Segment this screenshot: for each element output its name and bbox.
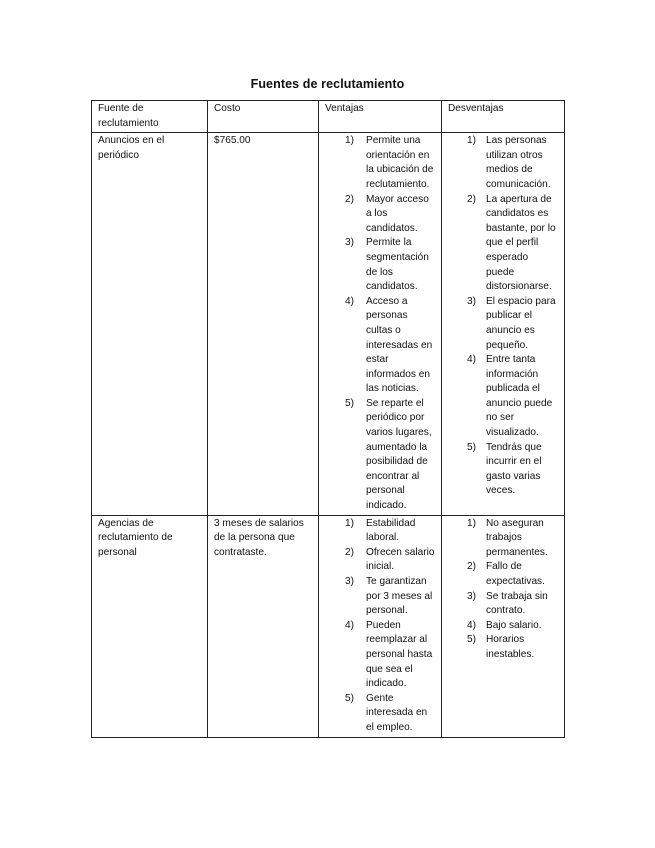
header-cost: Costo: [208, 101, 319, 133]
document-title: Fuentes de reclutamiento: [250, 77, 405, 91]
list-item-text: Las personas utilizan otros medios de comunicación.: [486, 135, 551, 190]
list-item-text: Gente interesada en el empleo.: [366, 692, 428, 733]
list-item-text: Permite la segmentación de los candidatos.: [366, 237, 429, 293]
list-item: [448, 193, 558, 295]
disadvantages-list: [448, 517, 558, 663]
list-item: [448, 633, 558, 662]
list-item: [325, 236, 435, 294]
disadvantages-cell: [442, 515, 565, 737]
table-row: [92, 515, 565, 737]
list-marker: 2): [467, 193, 476, 205]
list-marker: 4): [345, 619, 354, 631]
list-marker: 2): [345, 193, 354, 205]
list-item: [448, 441, 558, 499]
list-item-text: Te garantizan por 3 meses al personal.: [366, 576, 433, 617]
list-item: [325, 619, 435, 692]
advantages-list: [325, 517, 435, 736]
list-item-text: Acceso a personas cultas o interesadas en estar informados en las noticias.: [366, 295, 433, 395]
header-source: Fuente de reclutamiento: [92, 101, 208, 133]
list-item: [448, 560, 558, 589]
list-marker: 5): [345, 692, 354, 704]
list-item-text: Entre tanta información publicada el anuncio puede no ser visualizado.: [486, 354, 553, 439]
cost-cell: $765.00: [208, 133, 319, 515]
list-marker: 1): [467, 135, 476, 147]
list-item: [325, 575, 435, 619]
list-item: [325, 295, 435, 397]
list-item-text: Estabilidad laboral.: [366, 517, 416, 544]
list-marker: 1): [345, 135, 354, 147]
list-item-text: La apertura de candidatos es bastante, por lo que el perfil esperado puede distorsionarse.: [486, 193, 556, 293]
list-marker: 3): [345, 576, 354, 587]
advantages-cell: [319, 515, 442, 737]
list-marker: 2): [345, 546, 354, 558]
list-item-text: Ofrecen salario inicial.: [366, 546, 435, 573]
recruitment-sources-table: [91, 100, 565, 738]
list-item: [448, 619, 558, 634]
list-item-text: Mayor acceso a los candidatos.: [366, 193, 429, 234]
list-item: [448, 517, 558, 561]
list-marker: 3): [467, 590, 476, 602]
disadvantages-list: [448, 134, 558, 499]
list-item-text: El espacio para publicar el anuncio es pequeño.: [486, 295, 556, 351]
list-item-text: Pueden reemplazar al personal hasta que sea el indicado.: [366, 619, 433, 690]
list-item: [325, 397, 435, 514]
header-advantages: Ventajas: [319, 101, 442, 133]
source-cell: Agencias de reclutamiento de personal: [92, 515, 208, 737]
list-marker: 3): [467, 295, 476, 307]
list-item-text: Se reparte el periódico por varios lugares, aumentado la posibilidad de encontrar al personal indicado.: [366, 397, 432, 512]
list-marker: 3): [345, 237, 354, 249]
list-marker: 4): [467, 619, 476, 631]
list-marker: 5): [345, 397, 354, 409]
header-disadvantages: Desventajas: [442, 101, 565, 133]
list-item-text: Fallo de expectativas.: [486, 561, 545, 587]
list-marker: 5): [467, 441, 476, 453]
list-item-text: Permite una orientación en la ubicación de reclutamiento.: [366, 135, 434, 190]
list-marker: 1): [467, 517, 476, 529]
list-item-text: Tendrás que incurrir en el gasto varias veces.: [486, 441, 542, 497]
list-marker: 4): [345, 295, 354, 307]
list-item: [325, 134, 435, 192]
list-marker: 1): [345, 517, 354, 529]
list-item-text: Se trabaja sin contrato.: [486, 590, 548, 617]
list-item: [325, 517, 435, 546]
advantages-list: [325, 134, 435, 513]
table-header-row: [92, 101, 565, 133]
list-marker: 2): [467, 561, 476, 573]
list-item-text: No aseguran trabajos permanentes.: [486, 517, 548, 558]
advantages-cell: [319, 133, 442, 515]
list-item-text: Bajo salario.: [486, 619, 542, 631]
list-item: [448, 134, 558, 192]
list-item-text: Horarios inestables.: [486, 634, 535, 660]
list-item: [325, 692, 435, 736]
list-item: [448, 590, 558, 619]
list-marker: 4): [467, 354, 476, 366]
list-item: [325, 546, 435, 575]
disadvantages-cell: [442, 133, 565, 515]
table-row: [92, 133, 565, 515]
list-marker: 5): [467, 634, 476, 646]
source-cell: Anuncios en el periódico: [92, 133, 208, 515]
list-item: [448, 353, 558, 441]
list-item: [448, 295, 558, 353]
list-item: [325, 193, 435, 237]
cost-cell: 3 meses de salarios de la persona que contrataste.: [208, 515, 319, 737]
